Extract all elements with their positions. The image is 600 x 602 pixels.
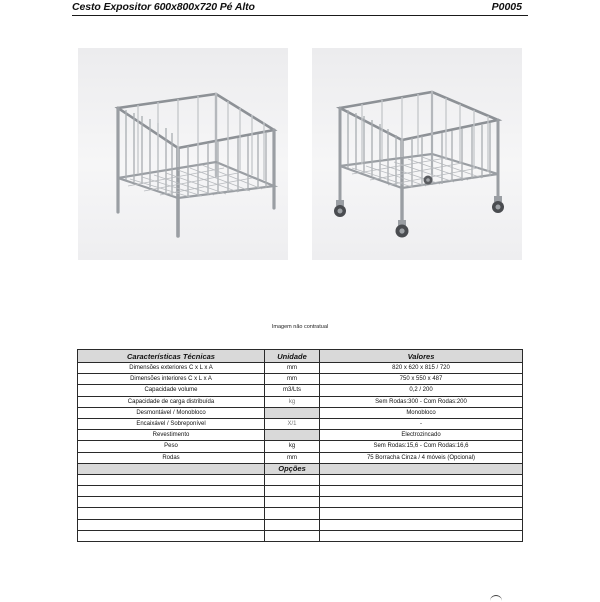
page-header	[72, 1, 528, 16]
empty-option-row	[78, 497, 523, 508]
row-label: Encaixável / Sobreponível	[78, 418, 265, 429]
empty-cell	[320, 486, 523, 497]
empty-option-row	[78, 474, 523, 485]
empty-cell	[265, 497, 320, 508]
empty-cell	[265, 486, 320, 497]
empty-cell	[320, 474, 523, 485]
options-header-row	[78, 463, 523, 474]
row-label: Rodas	[78, 452, 265, 463]
row-unit	[265, 430, 320, 441]
empty-cell	[78, 486, 265, 497]
row-value: Sem Rodas:15,6 - Com Rodas:16,6	[320, 441, 523, 452]
row-label: Capacidade de carga distribuída	[78, 396, 265, 407]
image-disclaimer: Imagem não contratual	[271, 324, 329, 330]
row-value: 750 x 550 x 487	[320, 374, 523, 385]
header-unit: Unidade	[265, 350, 320, 363]
empty-cell	[78, 497, 265, 508]
row-label: Desmontável / Monobloco	[78, 407, 265, 418]
table-row	[78, 374, 523, 385]
header-values: Valores	[320, 350, 523, 363]
table-row	[78, 441, 523, 452]
table-row	[78, 396, 523, 407]
empty-option-row	[78, 519, 523, 530]
row-value: 0,2 / 200	[320, 385, 523, 396]
row-value: -	[320, 418, 523, 429]
basket-fixed-legs-illustration	[78, 48, 288, 260]
row-label: Capacidade volume	[78, 385, 265, 396]
empty-cell	[265, 530, 320, 541]
empty-option-row	[78, 486, 523, 497]
product-code: P0005	[491, 1, 522, 13]
empty-cell	[265, 474, 320, 485]
table-row	[78, 418, 523, 429]
page-corner-mark	[490, 595, 502, 602]
row-label: Dimensões exteriores C x L x A	[78, 363, 265, 374]
row-unit	[265, 407, 320, 418]
table-row	[78, 407, 523, 418]
product-photo-with-wheels	[312, 48, 522, 260]
options-label: Opções	[265, 463, 320, 474]
table-row	[78, 452, 523, 463]
row-unit: mm	[265, 363, 320, 374]
row-label: Revestimento	[78, 430, 265, 441]
header-characteristics: Características Técnicas	[78, 350, 265, 363]
product-title: Cesto Expositor 600x800x720 Pé Alto	[72, 1, 255, 13]
row-value: Monobloco	[320, 407, 523, 418]
product-photo-fixed-legs	[78, 48, 288, 260]
options-blank-left	[78, 463, 265, 474]
table-row	[78, 385, 523, 396]
empty-cell	[265, 508, 320, 519]
row-unit: kg	[265, 441, 320, 452]
empty-cell	[265, 519, 320, 530]
table-row	[78, 363, 523, 374]
row-label: Peso	[78, 441, 265, 452]
empty-option-row	[78, 530, 523, 541]
row-value: Electrozincado	[320, 430, 523, 441]
row-unit: m3/Lts	[265, 385, 320, 396]
empty-cell	[320, 508, 523, 519]
basket-with-wheels-illustration	[312, 48, 522, 260]
empty-cell	[78, 474, 265, 485]
empty-cell	[320, 530, 523, 541]
row-value: 75 Borracha Cinza / 4 móveis (Opcional)	[320, 452, 523, 463]
row-unit: kg	[265, 396, 320, 407]
empty-cell	[320, 519, 523, 530]
empty-cell	[78, 530, 265, 541]
row-value: 820 x 620 x 815 / 720	[320, 363, 523, 374]
empty-option-row	[78, 508, 523, 519]
row-unit: X/1	[265, 418, 320, 429]
empty-cell	[320, 497, 523, 508]
options-blank-right	[320, 463, 523, 474]
row-unit: mm	[265, 452, 320, 463]
empty-cell	[78, 508, 265, 519]
table-header-row	[78, 350, 523, 363]
row-label: Dimensões interiores C x L x A	[78, 374, 265, 385]
row-unit: mm	[265, 374, 320, 385]
table-row	[78, 430, 523, 441]
empty-cell	[78, 519, 265, 530]
row-value: Sem Rodas:300 - Com Rodas:200	[320, 396, 523, 407]
technical-specs-table	[77, 349, 523, 542]
